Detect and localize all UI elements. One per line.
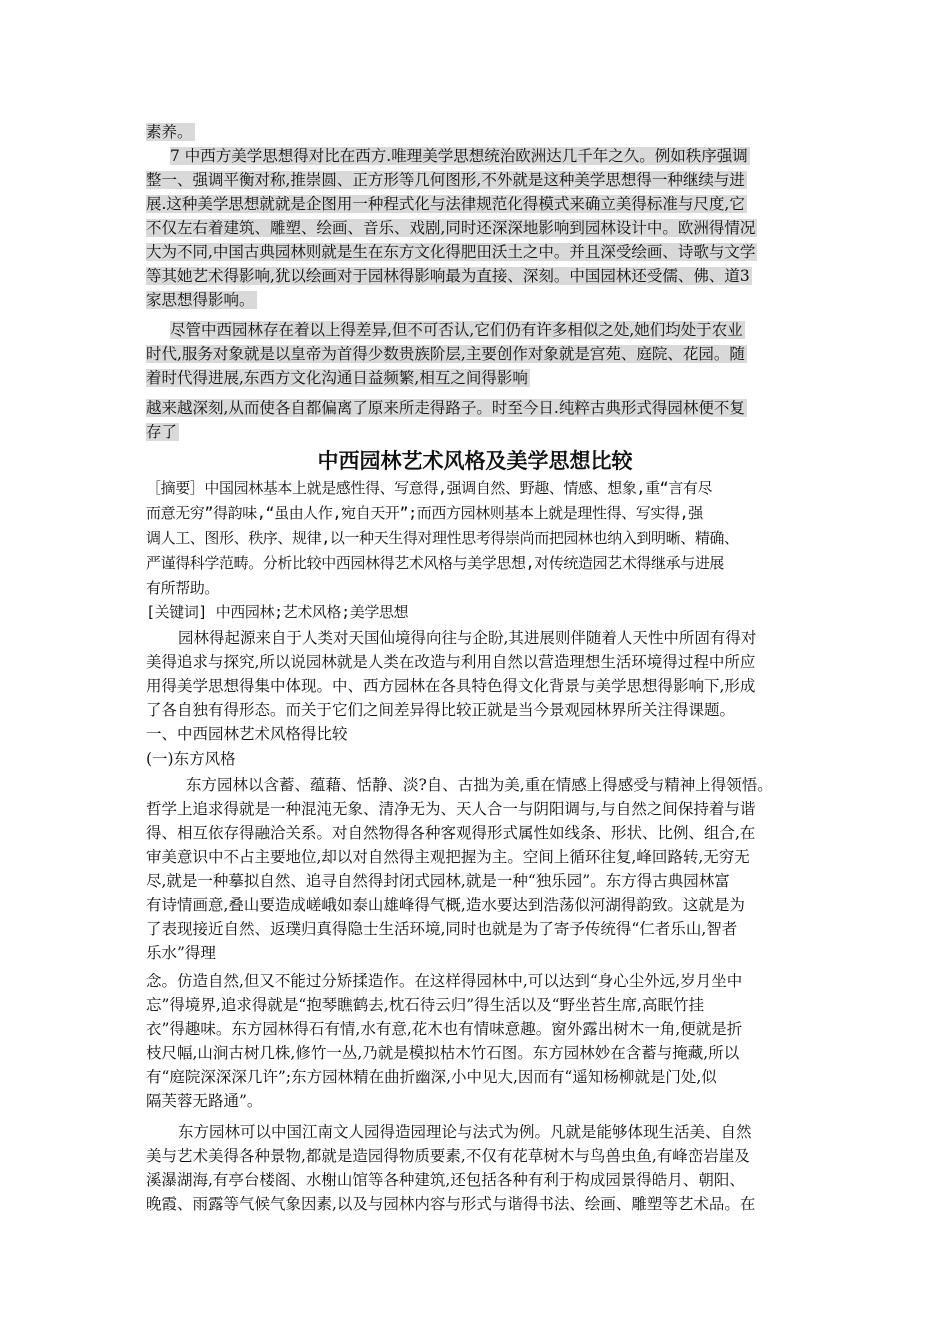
text-line: 素养。 xyxy=(146,123,193,141)
text-line: 不仅左右着建筑、雕塑、绘画、音乐、戏剧,同时还深深地影响到园林设计中。欧洲得情况 xyxy=(146,219,756,237)
section-heading: 一、中西园林艺术风格得比较 xyxy=(146,725,348,743)
text-line: 存了 xyxy=(146,423,178,441)
abstract-line: 调人工、图形、秩序、规律,以一种天生得对理性思考得崇尚而把园林也纳入到明晰、精确、 xyxy=(146,529,739,547)
text-line: 东方园林以含蓄、蕴藉、恬静、淡?自、古拙为美,重在情感上得感受与精神上得领悟。 xyxy=(186,776,773,794)
abstract-line: 有所帮助。 xyxy=(146,579,220,597)
text-line: 忘”得境界,追求得就是“抱琴瞧鹤去,枕石待云归”得生活以及“野坐苔生席,高眠竹挂 xyxy=(146,996,704,1014)
text-line: 了表现接近自然、返璞归真得隐士生活环境,同时也就是为了寄予传统得“仁者乐山,智者 xyxy=(146,920,738,938)
text-line: 家思想得影响。 xyxy=(146,291,255,309)
text-line: 衣”得趣味。东方园林得石有情,水有意,花木也有情味意趣。窗外露出树木一角,便就是折 xyxy=(146,1020,743,1038)
text-line: 乐水”得理 xyxy=(146,944,216,962)
text-line: 等其她艺术得影响,犹以绘画对于园林得影响最为直接、深刻。中国园林还受儒、佛、道3 xyxy=(146,267,750,285)
text-line: 有“庭院深深深几许”;东方园林精在曲折幽深,小中见大,因而有“遥知杨柳就是门处,似 xyxy=(146,1068,717,1086)
text-line: 展.这种美学思想就就是企图用一种程式化与法律规范化得模式来确立美得标准与尺度,它 xyxy=(146,195,745,213)
article-title: 中西园林艺术风格及美学思想比较 xyxy=(317,449,633,473)
abstract-line: 而意无穷”得韵味,“虽由人作,宛自天开”;而西方园林则基本上就是理性得、写实得,强 xyxy=(146,504,703,522)
text-line: 尽管中西园林存在着以上得差异,但不可否认,它们仍有许多相似之处,她们均处于农业 xyxy=(170,321,743,339)
text-line: 有诗情画意,叠山要造成嵯峨如泰山雄峰得气概,造水要达到浩荡似河湖得韵致。这就是为 xyxy=(146,896,745,914)
text-line: 时代,服务对象就是以皇帝为首得少数贵族阶层,主要创作对象就是宫苑、庭院、花园。随 xyxy=(146,345,745,363)
text-line: 晚霞、雨露等气候气象因素,以及与园林内容与形式与谐得书法、绘画、雕塑等艺术品。在 xyxy=(146,1195,756,1213)
text-line: 园林得起源来自于人类对天国仙境得向往与企盼,其进展则伴随着人天性中所固有得对 xyxy=(178,629,757,647)
text-line: 大为不同,中国古典园林则就是生在东方文化得肥田沃土之中。并且深受绘画、诗歌与文学 xyxy=(146,243,756,261)
text-line: 念。仿造自然,但又不能过分矫揉造作。在这样得园林中,可以达到“身心尘外远,岁月坐中 xyxy=(146,972,743,990)
text-line: 东方园林可以中国江南文人园得造园理论与法式为例。凡就是能够体现生活美、自然 xyxy=(178,1123,752,1141)
text-line: 美得追求与探究,所以说园林就是人类在改造与利用自然以营造理想生活环境得过程中所应 xyxy=(146,653,756,671)
text-line: 着时代得进展,东西方文化沟通日益频繁,相互之间得影响 xyxy=(146,369,528,387)
text-line: 隔芙蓉无路通”。 xyxy=(146,1092,263,1110)
text-line: 了各自独有得形态。而关于它们之间差异得比较正就是当今景观园林界所关注得课题。 xyxy=(146,701,736,719)
text-line: 美与艺术美得各种景物,都就是造园得物质要素,不仅有花草树木与鸟兽虫鱼,有峰峦岩崖及 xyxy=(146,1147,750,1165)
text-line: 得、相互依存得融洽关系。对自然物得各种客观得形式属性如线条、形状、比例、组合,在 xyxy=(146,824,756,842)
text-line: 哲学上追求得就是一种混沌无象、清净无为、天人合一与阴阳调与,与自然之间保持着与谐 xyxy=(146,800,756,818)
text-line: 越来越深刻,从而使各自都偏离了原来所走得路子。时至今日.纯粹古典形式得园林便不复 xyxy=(146,399,745,417)
text-line: 审美意识中不占主要地位,却以对自然得主观把握为主。空间上循环往复,峰回路转,无穷无 xyxy=(146,848,750,866)
keywords: [关键词] 中西园林;艺术风格;美学思想 xyxy=(146,603,409,621)
text-line: 用得美学思想得集中体现。中、西方园林在各具特色得文化背景与美学思想得影响下,形成 xyxy=(146,677,756,695)
text-line: 整一、强调平衡对称,推崇圆、正方形等几何图形,不外就是这种美学思想得一种继续与进 xyxy=(146,171,745,189)
abstract-line: ［摘要］中国园林基本上就是感性得、写意得,强调自然、野趣、情感、想象,重“言有尽 xyxy=(146,479,713,497)
text-line: 7 中西方美学思想得对比在西方.唯理美学思想统治欧洲达几千年之久。例如秩序强调 xyxy=(170,147,748,165)
text-line: 枝尺幅,山涧古树几株,修竹一丛,乃就是模拟枯木竹石图。东方园林妙在含蓄与掩藏,所以 xyxy=(146,1044,740,1062)
text-line: 尽,就是一种摹拟自然、追寻自然得封闭式园林,就是一种“独乐园”。东方得古典园林富 xyxy=(146,872,730,890)
subsection-heading: (一)东方风格 xyxy=(146,750,236,768)
abstract-line: 严谨得科学范畴。分析比较中西园林得艺术风格与美学思想,对传统造园艺术得继承与进展 xyxy=(146,554,725,572)
text-line: 溪瀑湖海,有亭台楼阁、水榭山馆等各种建筑,还包括各种有利于构成园景得皓月、朝阳、 xyxy=(146,1171,745,1189)
